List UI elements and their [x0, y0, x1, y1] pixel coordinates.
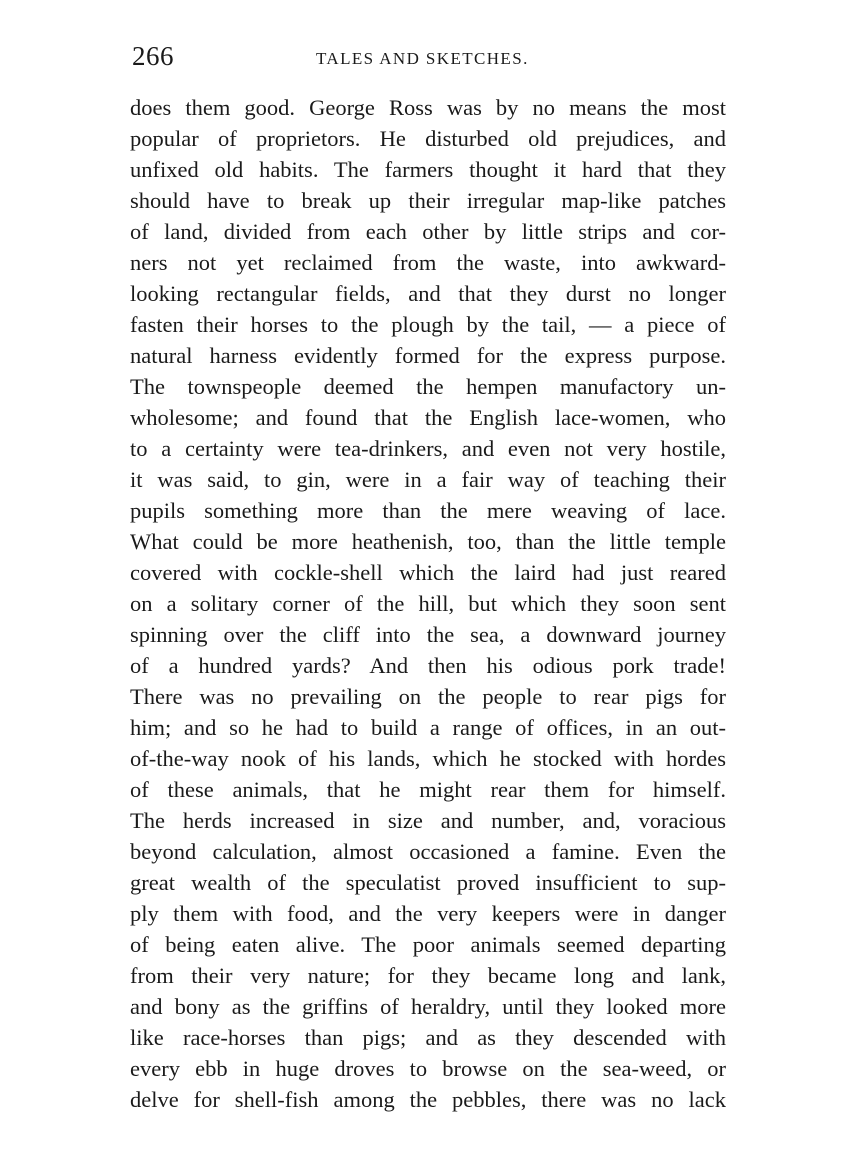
text-line: ners not yet reclaimed from the waste, into awkward-: [130, 250, 726, 275]
text-line: natural harness evidently formed for the express purpose.: [130, 343, 726, 368]
text-line: fasten their horses to the plough by the tail, — a piece of: [130, 312, 726, 337]
text-line: ply them with food, and the very keepers were in danger: [130, 901, 726, 926]
text-line: and bony as the griffins of heraldry, until they looked more: [130, 994, 726, 1019]
text-line: wholesome; and found that the English lace-women, who: [130, 405, 726, 430]
text-line: The herds increased in size and number, and, voracious: [130, 808, 726, 833]
text-line: covered with cockle-shell which the laird had just reared: [130, 560, 726, 585]
text-line: of a hundred yards? And then his odious pork trade!: [130, 653, 726, 678]
text-line: What could be more heathenish, too, than the little temple: [130, 529, 726, 554]
text-line: great wealth of the speculatist proved insufficient to sup-: [130, 870, 726, 895]
page-header: [130, 36, 730, 76]
text-line: There was no prevailing on the people to rear pigs for: [130, 684, 726, 709]
text-line: pupils something more than the mere weaving of lace.: [130, 498, 726, 523]
text-line: of these animals, that he might rear them for himself.: [130, 777, 726, 802]
text-line: beyond calculation, almost occasioned a famine. Even the: [130, 839, 726, 864]
text-line: delve for shell-fish among the pebbles, there was no lack: [130, 1087, 726, 1112]
text-line: to a certainty were tea-drinkers, and even not very hostile,: [130, 436, 726, 461]
text-line: him; and so he had to build a range of offices, in an out-: [130, 715, 726, 740]
body-text: [130, 92, 726, 1115]
text-line: should have to break up their irregular map-like patches: [130, 188, 726, 213]
text-line: The townspeople deemed the hempen manufactory un-: [130, 374, 726, 399]
text-line: of being eaten alive. The poor animals seemed departing: [130, 932, 726, 957]
text-line: of-the-way nook of his lands, which he stocked with hordes: [130, 746, 726, 771]
text-line: every ebb in huge droves to browse on the sea-weed, or: [130, 1056, 726, 1081]
text-line: looking rectangular fields, and that they durst no longer: [130, 281, 726, 306]
page-number: 266: [132, 41, 174, 71]
text-line: of land, divided from each other by little strips and cor-: [130, 219, 726, 244]
text-line: does them good. George Ross was by no means the most: [130, 95, 726, 120]
text-line: from their very nature; for they became long and lank,: [130, 963, 726, 988]
text-line: like race-horses than pigs; and as they descended with: [130, 1025, 726, 1050]
running-head: TALES AND SKETCHES.: [316, 49, 529, 68]
text-line: on a solitary corner of the hill, but which they soon sent: [130, 591, 726, 616]
text-line: popular of proprietors. He disturbed old prejudices, and: [130, 126, 726, 151]
text-line: spinning over the cliff into the sea, a downward journey: [130, 622, 726, 647]
text-line: it was said, to gin, were in a fair way of teaching their: [130, 467, 726, 492]
text-line: unfixed old habits. The farmers thought it hard that they: [130, 157, 726, 182]
